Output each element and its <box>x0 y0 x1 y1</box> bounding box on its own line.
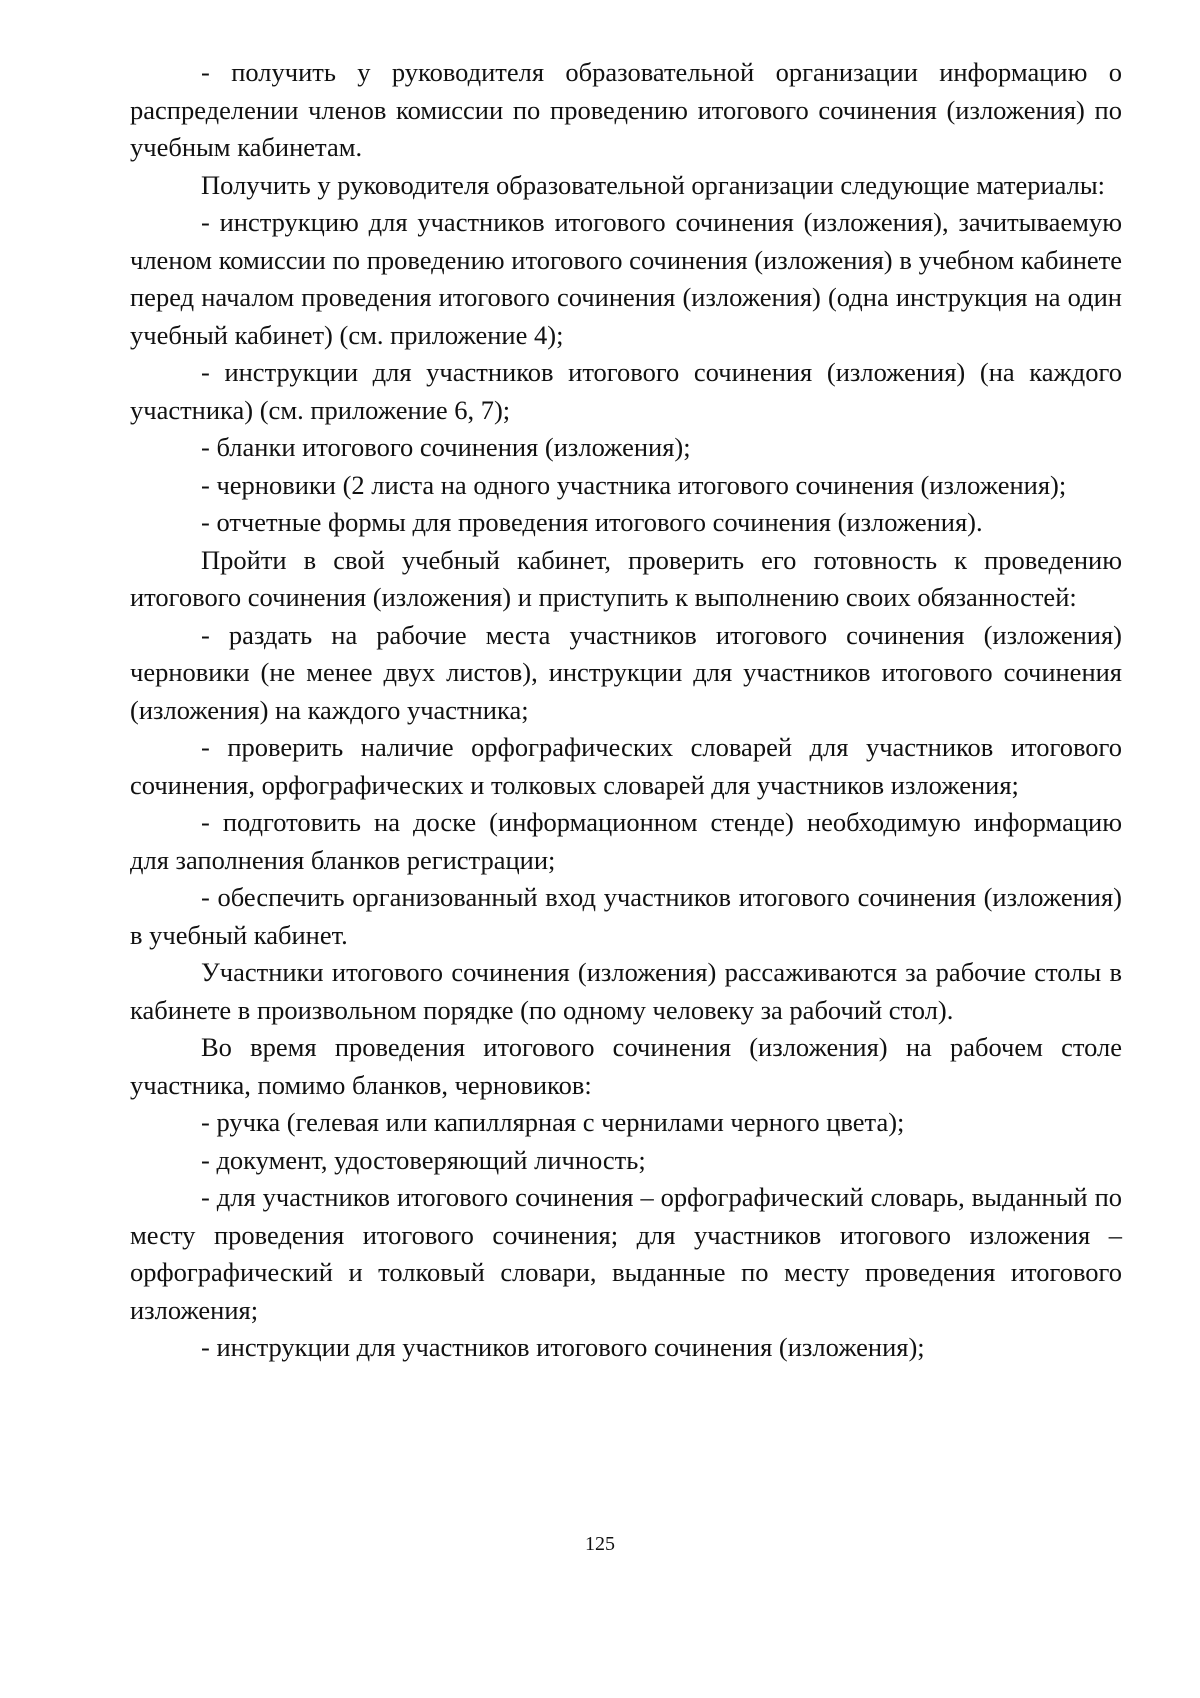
paragraph: - подготовить на доске (информационном стенде) необходимую информацию для заполнения бланков регистрации; <box>130 807 1122 875</box>
paragraph: - получить у руководителя образовательной организации информацию о распределении членов комиссии по проведению итогового сочинения (изложения) по учебным кабинетам. <box>130 57 1122 162</box>
paragraph: Во время проведения итогового сочинения (изложения) на рабочем столе участника, помимо бланков, черновиков: <box>130 1032 1122 1100</box>
paragraph: - отчетные формы для проведения итогового сочинения (изложения). <box>201 507 983 537</box>
paragraph: - бланки итогового сочинения (изложения); <box>201 432 691 462</box>
paragraph: - черновики (2 листа на одного участника итогового сочинения (изложения); <box>201 469 1067 500</box>
paragraph: Участники итогового сочинения (изложения) рассаживаются за рабочие столы в кабинете в произвольном порядке (по одному человеку за рабочий стол). <box>130 957 1122 1025</box>
paragraph: Пройти в свой учебный кабинет, проверить его готовность к проведению итогового сочинения (изложения) и приступить к выполнению своих обязанностей: <box>130 544 1122 612</box>
paragraph: - ручка (гелевая или капиллярная с чернилами черного цвета); <box>201 1107 905 1137</box>
paragraph: - проверить наличие орфографических словарей для участников итогового сочинения, орфографических и толковых словарей для участников изложения; <box>130 732 1122 800</box>
paragraph: - раздать на рабочие места участников итогового сочинения (изложения) черновики (не менее двух листов), инструкции для участников итогового сочинения (изложения) на каждого участника; <box>130 619 1122 725</box>
page-number: 125 <box>585 1533 615 1555</box>
paragraph: - обеспечить организованный вход участников итогового сочинения (изложения) в учебный кабинет. <box>130 882 1122 950</box>
paragraph: - инструкцию для участников итогового сочинения (изложения), зачитываемую членом комиссии по проведению итогового сочинения (изложения) в учебном кабинете перед началом проведения итогового сочинения (изложения) (одна инструкция на один учебный кабинет) (см. приложение 4); <box>130 207 1122 350</box>
paragraph: - инструкции для участников итогового сочинения (изложения); <box>201 1332 925 1362</box>
paragraph: - документ, удостоверяющий личность; <box>201 1144 646 1175</box>
paragraph: - инструкции для участников итогового сочинения (изложения) (на каждого участника) (см. приложение 6, 7); <box>130 357 1122 425</box>
paragraph: Получить у руководителя образовательной организации следующие материалы: <box>201 169 1106 200</box>
paragraph: - для участников итогового сочинения – орфографический словарь, выданный по месту проведения итогового сочинения; для участников итогового изложения – орфографический и толковый словари, выданные по месту проведения итогового изложения; <box>130 1182 1122 1325</box>
document-page <box>130 54 1122 1367</box>
